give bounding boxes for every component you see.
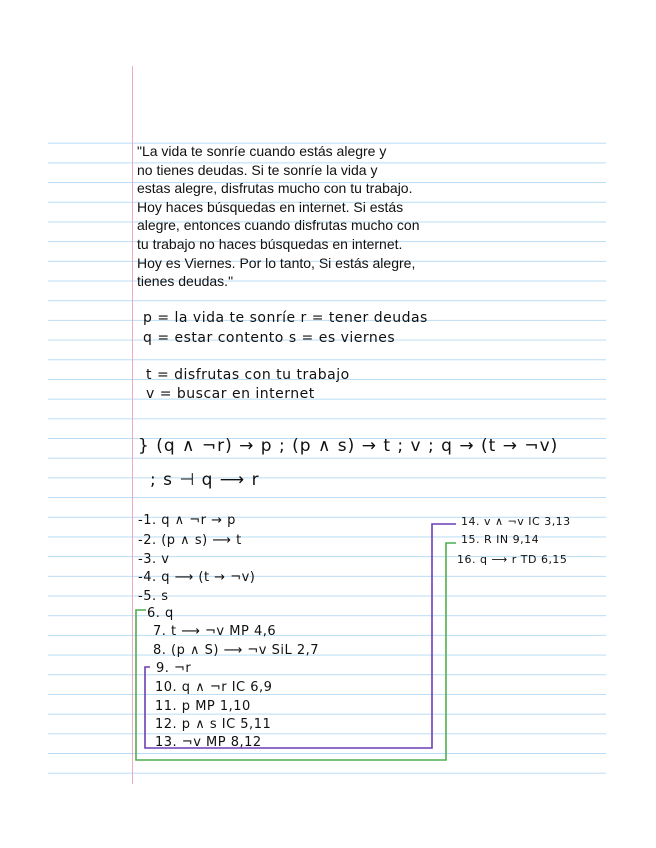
step-14: 14. v ∧ ¬v IC 3,13	[461, 515, 571, 528]
outer-hypothesis-bracket	[136, 543, 456, 760]
step-8: 8. (p ∧ S) ⟶ ¬v SiL 2,7	[153, 643, 319, 658]
step-7: 7. t ⟶ ¬v MP 4,6	[153, 624, 277, 639]
step-5: -5. s	[138, 589, 169, 604]
definition-v: v = buscar en internet	[146, 386, 315, 402]
step-3: -3. v	[138, 552, 170, 567]
step-9: 9. ¬r	[156, 661, 192, 676]
step-4: -4. q ⟶ (t → ¬v)	[138, 570, 256, 585]
step-6: 6. q	[147, 606, 174, 621]
step-11: 11. p MP 1,10	[155, 699, 251, 714]
definition-t: t = disfrutas con tu trabajo	[146, 367, 350, 383]
step-2: -2. (p ∧ s) ⟶ t	[138, 533, 242, 548]
step-16: 16. q ⟶ r TD 6,15	[457, 553, 568, 566]
problem-statement: "La vida te sonríe cuando estás alegre y no tienes deudas. Si te sonríe la vida y estas alegre, disfrutas mucho con tu trabajo. Hoy haces búsquedas en internet. Si estás alegre, entonces cuando disfrutas mucho con tu trabajo no haces búsquedas en internet. Hoy es Viernes. Por lo tanto, Si estás alegre, tienes deudas."	[137, 143, 420, 290]
step-12: 12. p ∧ s IC 5,11	[155, 717, 272, 732]
definition-q-s: q = estar contento s = es viernes	[143, 330, 396, 346]
step-1: -1. q ∧ ¬r → p	[138, 513, 236, 528]
step-15: 15. R IN 9,14	[461, 533, 540, 546]
step-13: 13. ¬v MP 8,12	[155, 735, 262, 750]
conclusion-line: ; s ⊣ q ⟶ r	[150, 470, 260, 490]
inner-hypothesis-bracket	[145, 524, 456, 748]
step-10: 10. q ∧ ¬r IC 6,9	[155, 680, 273, 695]
premises-line: } (q ∧ ¬r) → p ; (p ∧ s) → t ; v ; q → (t → ¬v)	[138, 436, 559, 456]
definition-p-r: p = la vida te sonríe r = tener deudas	[143, 310, 428, 326]
